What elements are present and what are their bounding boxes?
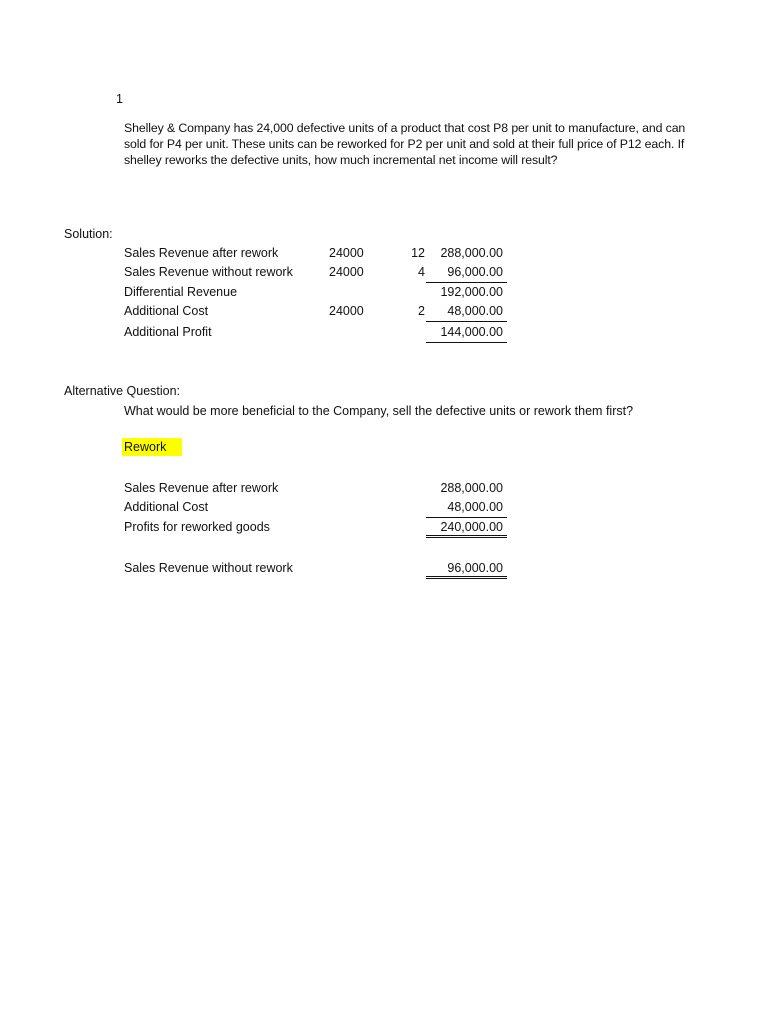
row-label: Differential Revenue: [124, 285, 238, 299]
alternative-heading: Alternative Question:: [64, 384, 181, 398]
underline: [426, 282, 507, 283]
row-rate: 12: [411, 246, 425, 260]
row-amount: 192,000.00: [440, 285, 503, 299]
row-label: Additional Cost: [124, 304, 209, 318]
row-label: Profits for reworked goods: [124, 520, 270, 534]
underline: [426, 321, 507, 322]
row-qty: 24000: [329, 265, 364, 279]
row-rate: 2: [418, 304, 425, 318]
answer-text: Rework: [122, 438, 182, 456]
row-rate: 4: [418, 265, 425, 279]
row-qty: 24000: [329, 304, 364, 318]
row-label: Additional Profit: [124, 325, 212, 339]
row-amount: 96,000.00: [447, 265, 503, 279]
answer-highlight: [122, 440, 182, 454]
double-underline: [426, 535, 507, 538]
underline: [426, 517, 507, 518]
row-label: Sales Revenue after rework: [124, 246, 279, 260]
row-amount: 48,000.00: [447, 500, 503, 514]
alternative-question: What would be more beneficial to the Company, sell the defective units or rework them first?: [124, 404, 634, 418]
row-label: Sales Revenue after rework: [124, 481, 279, 495]
row-label: Sales Revenue without rework: [124, 265, 293, 279]
row-label: Sales Revenue without rework: [124, 561, 293, 575]
item-number: 1: [116, 92, 123, 106]
row-amount: 240,000.00: [440, 520, 503, 534]
row-amount: 288,000.00: [440, 481, 503, 495]
row-qty: 24000: [329, 246, 364, 260]
row-amount: 96,000.00: [447, 561, 503, 575]
problem-statement: Shelley & Company has 24,000 defective units of a product that cost P8 per unit to manufacture, and can sold for P4 per unit. These units can be reworked for P2 per unit and sold at their full price of P12 each. If shelley reworks the defective units, how much incremental net income will result?: [124, 121, 686, 167]
row-amount: 48,000.00: [447, 304, 503, 318]
row-amount: 144,000.00: [440, 325, 503, 339]
underline: [426, 342, 507, 343]
double-underline: [426, 576, 507, 579]
row-amount: 288,000.00: [440, 246, 503, 260]
row-label: Additional Cost: [124, 500, 209, 514]
solution-heading: Solution:: [64, 227, 113, 241]
